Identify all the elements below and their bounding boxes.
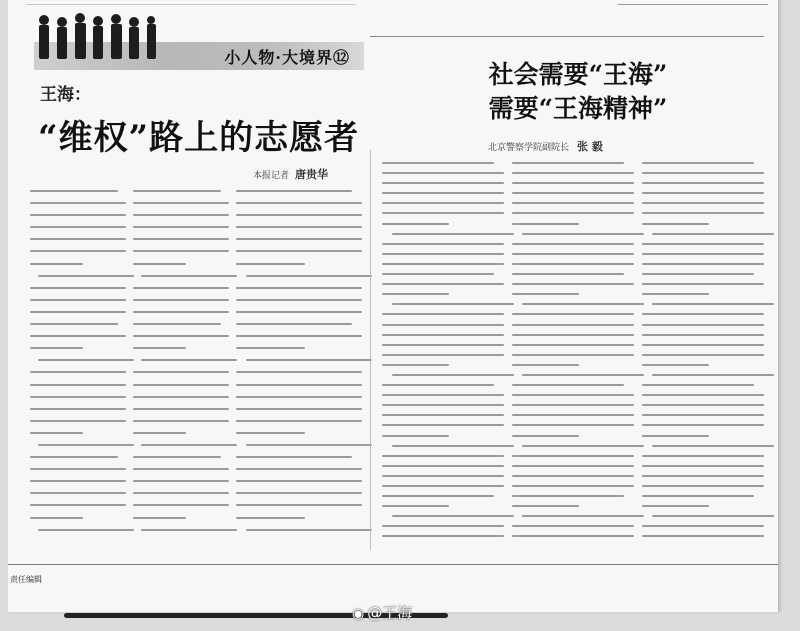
text-line (236, 263, 305, 265)
top-rule-right (618, 4, 768, 5)
text-line (382, 172, 504, 174)
text-line (642, 212, 764, 214)
text-line (30, 517, 83, 519)
text-line (382, 223, 449, 225)
article-headline-left: “维权”路上的志愿者 (38, 118, 360, 158)
text-line (382, 505, 449, 507)
silhouette-figures-icon (34, 12, 162, 70)
text-line (236, 468, 362, 470)
text-line (642, 313, 764, 315)
text-line (30, 214, 126, 216)
text-line (642, 495, 754, 497)
text-line (522, 374, 644, 376)
text-line (38, 275, 134, 277)
text-line (30, 492, 126, 494)
text-line (133, 456, 221, 458)
text-line (30, 190, 118, 192)
text-line (133, 420, 229, 422)
text-line (512, 313, 634, 315)
text-line (236, 335, 362, 337)
text-line (236, 420, 362, 422)
text-line (30, 456, 118, 458)
text-line (30, 384, 126, 386)
text-line (236, 226, 362, 228)
text-line (642, 354, 764, 356)
text-line (133, 214, 229, 216)
text-line (382, 455, 504, 457)
text-line (512, 364, 579, 366)
series-title: 小人物·大境界⑫ (224, 48, 350, 67)
text-line (38, 444, 134, 446)
text-line (133, 238, 229, 240)
text-line (133, 408, 229, 410)
byline-left-name: 唐贵华 (295, 168, 329, 181)
article-headline-right (428, 58, 728, 126)
text-line (30, 480, 126, 482)
text-line (382, 364, 449, 366)
right-column-3-text (642, 162, 764, 546)
text-line (30, 287, 126, 289)
text-line (392, 515, 514, 517)
left-column-2-text (133, 190, 229, 541)
text-line (382, 435, 449, 437)
text-line (30, 468, 126, 470)
text-line (642, 324, 764, 326)
text-line (512, 414, 634, 416)
text-line (133, 432, 186, 434)
text-line (382, 495, 494, 497)
text-line (133, 190, 221, 192)
text-line (382, 324, 504, 326)
text-line (382, 253, 504, 255)
text-line (652, 515, 774, 517)
text-line (642, 435, 709, 437)
text-line (236, 408, 362, 410)
top-rule-left (26, 4, 356, 5)
text-line (133, 299, 229, 301)
text-line (382, 414, 504, 416)
headline-right-line2: 需要“王海精神” (488, 94, 668, 123)
text-line (133, 371, 229, 373)
text-line (141, 275, 237, 277)
byline-right-role: 北京警察学院副院长 (488, 143, 570, 153)
text-line (382, 424, 504, 426)
text-line (642, 475, 764, 477)
text-line (382, 384, 494, 386)
text-line (512, 243, 634, 245)
text-line (133, 517, 186, 519)
text-line (30, 396, 126, 398)
byline-left (253, 166, 328, 182)
text-line (522, 445, 644, 447)
text-line (246, 529, 372, 531)
text-line (141, 359, 237, 361)
text-line (133, 311, 229, 313)
text-line (30, 504, 126, 506)
text-line (236, 323, 352, 325)
byline-right-name: 张 毅 (577, 140, 603, 153)
text-line (30, 238, 126, 240)
text-line (382, 344, 504, 346)
text-line (642, 455, 764, 457)
text-line (133, 347, 186, 349)
article-kicker: 王海： (40, 85, 91, 105)
text-line (642, 273, 754, 275)
right-top-rule (370, 36, 764, 37)
newspaper-page (8, 0, 779, 612)
text-line (642, 223, 709, 225)
text-line (236, 311, 362, 313)
left-column-3-text (236, 190, 362, 541)
text-line (236, 504, 362, 506)
weibo-icon: ◉ (352, 606, 365, 622)
text-line (30, 263, 83, 265)
text-line (512, 535, 634, 537)
text-line (30, 323, 118, 325)
text-line (30, 335, 126, 337)
text-line (382, 485, 504, 487)
right-column-2-text (512, 162, 634, 546)
text-line (512, 384, 624, 386)
text-line (512, 293, 579, 295)
text-line (512, 202, 634, 204)
text-line (30, 371, 126, 373)
text-line (236, 214, 362, 216)
text-line (512, 455, 634, 457)
text-line (30, 250, 126, 252)
text-line (642, 243, 764, 245)
text-line (236, 347, 305, 349)
text-line (512, 404, 634, 406)
text-line (642, 182, 764, 184)
text-line (642, 263, 764, 265)
text-line (512, 223, 579, 225)
text-line (512, 354, 634, 356)
text-line (512, 465, 634, 467)
text-line (382, 313, 504, 315)
text-line (133, 468, 229, 470)
text-line (642, 424, 764, 426)
text-line (652, 233, 774, 235)
text-line (38, 359, 134, 361)
text-line (512, 253, 634, 255)
text-line (133, 335, 229, 337)
text-line (642, 162, 754, 164)
text-line (382, 334, 504, 336)
text-line (382, 192, 504, 194)
text-line (133, 287, 229, 289)
text-line (512, 172, 634, 174)
text-line (236, 238, 362, 240)
text-line (133, 263, 186, 265)
byline-right (488, 138, 603, 154)
text-line (642, 465, 764, 467)
series-banner (34, 12, 364, 70)
text-line (236, 190, 352, 192)
text-line (512, 344, 634, 346)
text-line (512, 263, 634, 265)
text-line (30, 311, 126, 313)
text-line (133, 504, 229, 506)
text-line (522, 233, 644, 235)
text-line (382, 182, 504, 184)
text-line (642, 283, 764, 285)
text-line (642, 253, 764, 255)
text-line (133, 202, 229, 204)
text-line (133, 226, 229, 228)
text-line (236, 250, 362, 252)
left-column-1-text (30, 190, 126, 541)
text-line (642, 202, 764, 204)
text-line (382, 354, 504, 356)
text-line (652, 374, 774, 376)
text-line (642, 525, 764, 527)
text-line (392, 374, 514, 376)
text-line (642, 505, 709, 507)
text-line (236, 202, 362, 204)
text-line (246, 444, 372, 446)
text-line (642, 404, 764, 406)
text-line (512, 525, 634, 527)
text-line (522, 303, 644, 305)
text-line (382, 162, 494, 164)
text-line (382, 243, 504, 245)
text-line (133, 396, 229, 398)
column-divider (370, 150, 371, 550)
text-line (512, 505, 579, 507)
text-line (652, 445, 774, 447)
byline-left-role: 本报记者 (253, 171, 290, 181)
text-line (382, 465, 504, 467)
text-line (652, 303, 774, 305)
text-line (642, 344, 764, 346)
text-line (642, 293, 709, 295)
text-line (392, 445, 514, 447)
text-line (236, 480, 362, 482)
text-line (392, 233, 514, 235)
text-line (236, 396, 362, 398)
text-line (133, 492, 229, 494)
right-column-1-text (382, 162, 504, 546)
bottom-rule (8, 564, 778, 565)
weibo-watermark (352, 602, 412, 623)
text-line (246, 275, 372, 277)
text-line (382, 404, 504, 406)
text-line (382, 263, 504, 265)
text-line (512, 162, 624, 164)
text-line (512, 212, 634, 214)
text-line (642, 535, 764, 537)
text-line (382, 283, 504, 285)
text-line (642, 172, 764, 174)
text-line (512, 424, 634, 426)
text-line (30, 202, 126, 204)
text-line (392, 303, 514, 305)
text-line (38, 529, 134, 531)
text-line (133, 323, 221, 325)
text-line (512, 324, 634, 326)
text-line (30, 420, 126, 422)
text-line (236, 432, 305, 434)
text-line (236, 492, 362, 494)
text-line (236, 384, 362, 386)
text-line (382, 394, 504, 396)
text-line (133, 250, 229, 252)
text-line (512, 192, 634, 194)
text-line (236, 371, 362, 373)
text-line (382, 475, 504, 477)
text-line (141, 444, 237, 446)
text-line (133, 480, 229, 482)
text-line (236, 456, 352, 458)
text-line (382, 293, 449, 295)
text-line (522, 515, 644, 517)
text-line (512, 334, 634, 336)
text-line (512, 495, 624, 497)
text-line (512, 394, 634, 396)
text-line (133, 384, 229, 386)
headline-right-line1: 社会需要“王海” (488, 60, 668, 89)
text-line (246, 359, 372, 361)
text-line (642, 334, 764, 336)
text-line (382, 212, 504, 214)
text-line (512, 283, 634, 285)
text-line (642, 192, 764, 194)
watermark-text: @王海 (367, 604, 413, 622)
text-line (512, 475, 634, 477)
text-line (512, 182, 634, 184)
text-line (30, 299, 126, 301)
text-line (512, 435, 579, 437)
text-line (642, 394, 764, 396)
text-line (236, 299, 362, 301)
text-line (141, 529, 237, 531)
footer-label: 责任编辑 (10, 575, 42, 584)
text-line (382, 202, 504, 204)
text-line (642, 485, 764, 487)
text-line (236, 287, 362, 289)
text-line (642, 384, 754, 386)
text-line (382, 535, 504, 537)
text-line (512, 273, 624, 275)
text-line (30, 408, 126, 410)
text-line (236, 517, 305, 519)
text-line (382, 273, 494, 275)
text-line (382, 525, 504, 527)
text-line (512, 485, 634, 487)
text-line (642, 364, 709, 366)
text-line (30, 432, 83, 434)
text-line (30, 226, 126, 228)
text-line (642, 414, 764, 416)
text-line (30, 347, 83, 349)
